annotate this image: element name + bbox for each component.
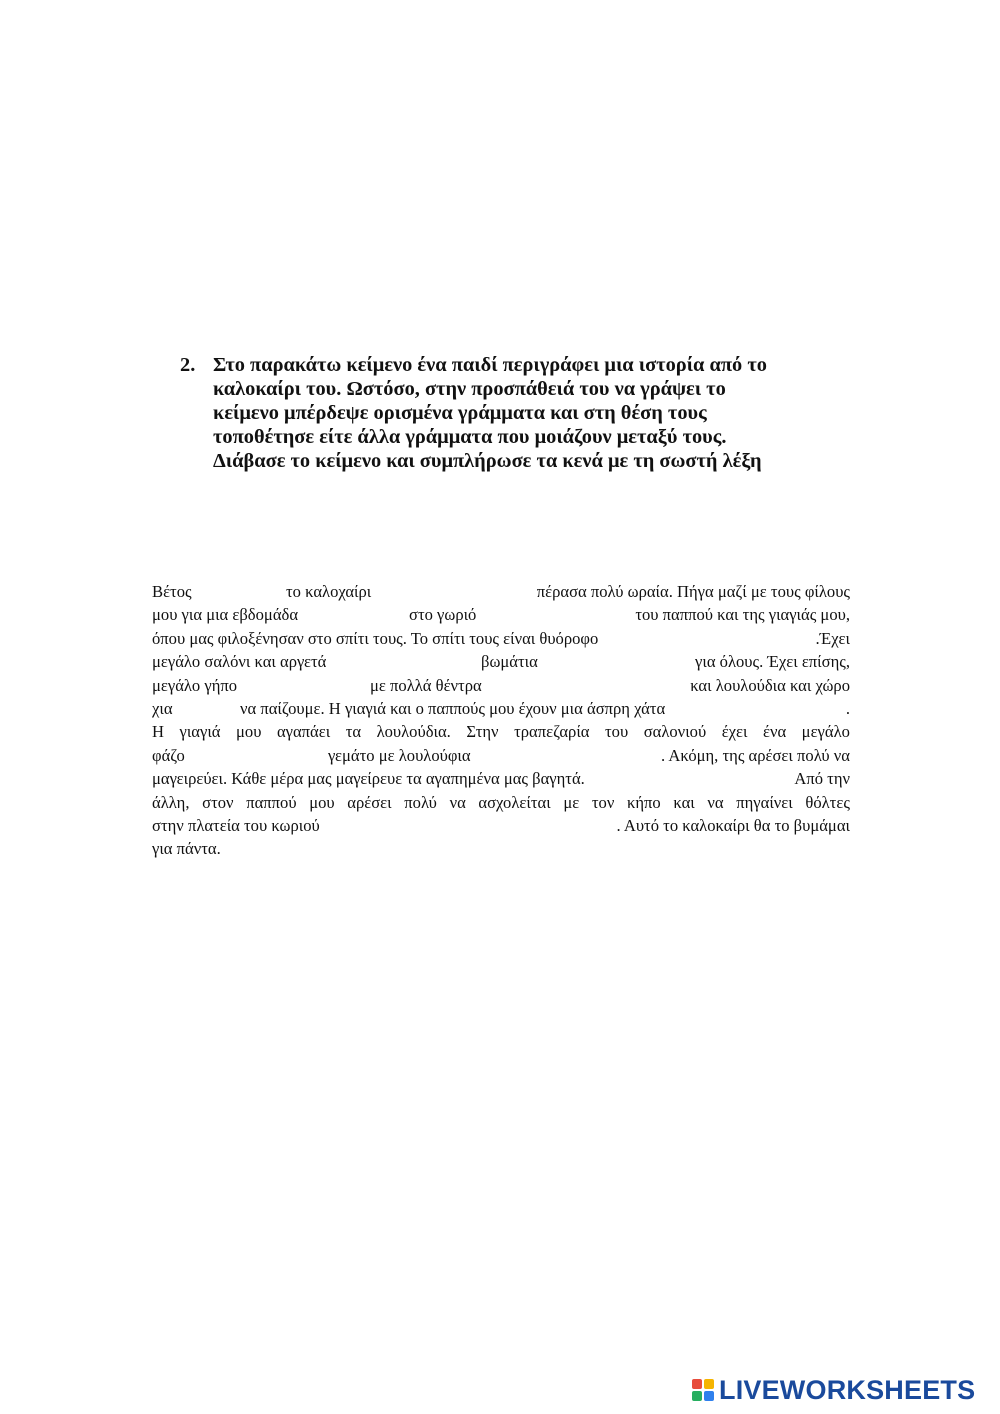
passage-word: έχει (721, 722, 748, 742)
passage-word: τον (591, 792, 615, 812)
exercise-number: 2. (180, 354, 196, 376)
passage-word: Στην (466, 722, 499, 742)
instruction-line: κείμενο μπέρδεψε ορισμένα γράμματα και στη θέση τους (213, 402, 707, 424)
passage-text: και λουλούδια και χώρο (690, 675, 850, 695)
passage-text: του παππού και της γιαγιάς μου, (635, 605, 850, 625)
answer-blank[interactable] (520, 677, 640, 695)
answer-blank[interactable] (208, 583, 280, 601)
passage-word: να (449, 792, 466, 812)
passage-text: . Ακόμη, της αρέσει πολύ να (660, 745, 850, 765)
instruction-line: Διάβασε το κείμενο και συμπλήρωσε τα κενά με τη σωστή λέξη (213, 450, 762, 472)
passage-word: πηγαίνει (736, 792, 793, 812)
passage-word: μου (309, 792, 335, 812)
passage-word: αρέσει (347, 792, 392, 812)
passage-line (152, 720, 850, 743)
answer-blank[interactable] (762, 700, 842, 718)
passage-word: Η (152, 722, 164, 742)
passage-word: του (605, 722, 629, 742)
passage-word: και (673, 792, 695, 812)
passage-word: ένα (762, 722, 787, 742)
passage-text: φάζο (152, 745, 185, 765)
passage-word: γιαγιά (179, 722, 221, 742)
logo-square (704, 1379, 714, 1389)
passage-text: μαγειρεύει. Κάθε μέρα μας μαγείρευε τα αγαπημένα μας βαγητά. (152, 769, 585, 789)
passage-line (152, 580, 850, 603)
liveworksheets-logo-icon (692, 1379, 714, 1401)
passage-text: πέρασα πολύ ωραία. Πήγα μαζί με τους φίλους (536, 582, 850, 601)
passage-text: χια (152, 698, 173, 718)
passage-line (152, 603, 850, 626)
passage-line (152, 767, 850, 790)
passage-line (152, 697, 850, 720)
passage-line (152, 791, 850, 814)
answer-blank[interactable] (560, 653, 646, 671)
logo-text: LIVEWORKSHEETS (719, 1374, 976, 1405)
passage-text: .Έχει (815, 628, 850, 648)
instruction-text (213, 353, 848, 473)
story-passage (152, 580, 850, 861)
passage-text: Βέτος (152, 582, 192, 601)
passage-word: στον (202, 792, 234, 812)
instruction-line: τοποθέτησε είτε άλλα γράμματα που μοιάζουν μεταξύ τους. (213, 426, 727, 448)
passage-line (152, 650, 850, 673)
instruction-line: Στο παρακάτω κείμενο ένα παιδί περιγράφει μια ιστορία από το (213, 354, 767, 376)
passage-word: μου (236, 722, 262, 742)
passage-text: να παίζουμε. Η γιαγιά και ο παππούς μου έχουν μια άσπρη χάτα (240, 698, 666, 718)
exercise-instruction (180, 353, 848, 473)
passage-word: ασχολείται (478, 792, 551, 812)
passage-line (152, 814, 850, 837)
passage-line (152, 627, 850, 650)
answer-blank[interactable] (374, 817, 534, 835)
passage-word: μεγάλο (801, 722, 850, 742)
passage-text: Από την (794, 769, 850, 789)
passage-text: μεγάλο γήπο (152, 675, 238, 695)
passage-word: κήπο (626, 792, 661, 812)
passage-word: τραπεζαρία (514, 722, 590, 742)
passage-line (152, 837, 850, 860)
passage-word: παππού (246, 792, 297, 812)
passage-word: τα (345, 722, 362, 742)
passage-text: με πολλά θέντρα (370, 675, 482, 695)
logo-square (704, 1391, 714, 1401)
answer-blank[interactable] (258, 677, 364, 695)
passage-word: θόλτες (805, 792, 850, 812)
passage-text: μεγάλο σαλόνι και αργετά (152, 652, 327, 672)
passage-line (152, 674, 850, 697)
logo-square (692, 1391, 702, 1401)
answer-blank[interactable] (198, 747, 322, 765)
passage-text: όπου μας φιλοξένησαν στο σπίτι τους. Το σπίτι τους είναι θυόροφο (152, 628, 599, 648)
passage-text: γεμάτο με λουλούφια (328, 745, 471, 765)
passage-word: να (707, 792, 724, 812)
instruction-line: καλοκαίρι του. Ωστόσο, στην προσπάθειά του να γράψει το (213, 378, 726, 400)
answer-blank[interactable] (398, 583, 474, 601)
passage-text: βωμάτια (481, 652, 538, 672)
passage-text: μου για μια εβδομάδα (152, 605, 299, 625)
answer-blank[interactable] (496, 606, 592, 624)
answer-blank[interactable] (332, 606, 402, 624)
passage-text: το καλοχαίρι (286, 582, 372, 601)
passage-text: . (845, 698, 850, 718)
logo-square (692, 1379, 702, 1389)
answer-blank[interactable] (186, 700, 234, 718)
passage-word: αγαπάει (276, 722, 331, 742)
answer-blank[interactable] (538, 747, 622, 765)
answer-blank[interactable] (672, 770, 772, 788)
passage-text: για όλους. Έχει επίσης, (695, 652, 850, 672)
passage-text: στο γωριό (409, 605, 477, 625)
passage-word: άλλη, (152, 792, 190, 812)
passage-text: . Αυτό το καλοκαίρι θα το βυμάμαι (616, 815, 850, 835)
answer-blank[interactable] (692, 630, 802, 648)
passage-word: σαλονιού (643, 722, 707, 742)
liveworksheets-logo (692, 1375, 975, 1405)
passage-text: για πάντα. (152, 839, 221, 859)
passage-word: λουλούδια. (376, 722, 451, 742)
passage-word: πολύ (404, 792, 437, 812)
answer-blank[interactable] (368, 653, 468, 671)
passage-text: στην πλατεία του κωριού (152, 815, 320, 835)
passage-word: με (563, 792, 580, 812)
passage-line (152, 744, 850, 767)
